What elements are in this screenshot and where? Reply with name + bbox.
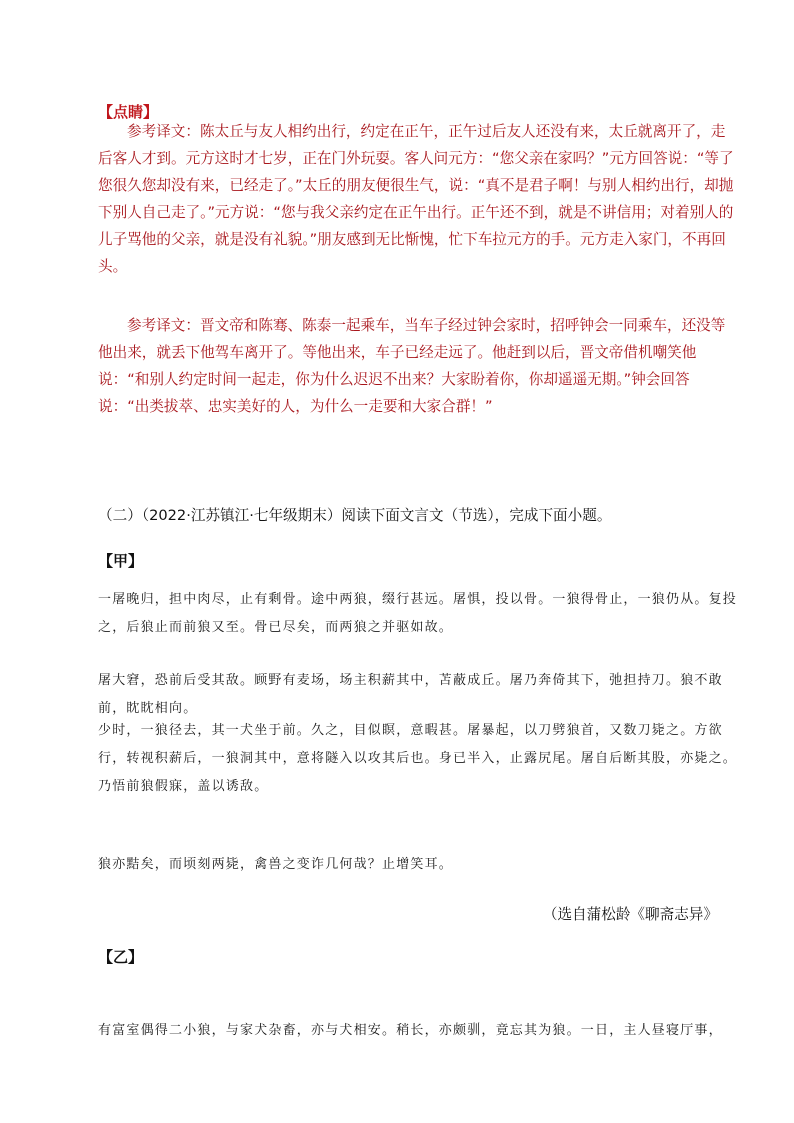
translation-paragraph-1: 参考译文：陈太丘与友人相约出行，约定在正午，正午过后友人还没有来，太丘就离开了，走后客人才到。元方这时才七岁，正在门外玩耍。客人问元方：“您父亲在家吗？”元方回答说：“等了您很久您却没有来，已经走了。”太丘的朋友便很生气，说：“真不是君子啊！与别人相约出行，却抛下别人自己走了。”元方说：“您与我父亲约定在正午出行。正午还不到，就是不讲信用；对着别人的儿子骂他的父亲，就是没有礼貌。”朋友感到无比惭愧，忙下车拉元方的手。元方走入家门，不再回头。 [98, 123, 734, 275]
section-intro: （二）（2022·江苏镇江·七年级期末）阅读下面文言文（节选），完成下面小题。 [98, 507, 612, 524]
source-citation: （选自蒲松龄《聊斋志异》 [542, 906, 718, 923]
jia-paragraph-2: 屠大窘，恐前后受其敌。顾野有麦场，场主积薪其中，苫蔽成丘。屠乃奔倚其下，弛担持刀。狼不敢前，眈眈相向。 [98, 673, 723, 716]
jia-paragraph-3: 少时，一狼径去，其一犬坐于前。久之，目似瞑，意暇甚。屠暴起，以刀劈狼首，又数刀毙之。方欲行，转视积薪后，一狼洞其中，意将隧入以攻其后也。身已半入，止露尻尾。屠自后断其股，亦毙之。乃悟前狼假寐，盖以诱敌。 [98, 723, 738, 794]
yi-label: 【乙】 [98, 948, 144, 966]
jia-paragraph-1: 一屠晚归，担中肉尽，止有剩骨。途中两狼，缀行甚远。屠惧，投以骨。一狼得骨止，一狼仍从。复投之，后狼止而前狼又至。骨已尽矣，而两狼之并驱如故。 [98, 592, 738, 635]
jia-paragraph-4: 狼亦黠矣，而顷刻两毙，禽兽之变诈几何哉？止增笑耳。 [98, 857, 454, 872]
dianjing-heading: 【点睛】 [98, 103, 159, 121]
translation-paragraph-2: 参考译文：晋文帝和陈骞、陈泰一起乘车，当车子经过钟会家时，招呼钟会一同乘车，还没等他出来，就丢下他驾车离开了。等他出来，车子已经走远了。他赶到以后，晋文帝借机嘲笑他说：“和别人约定时间一起走，你为什么迟迟不出来？大家盼着你，你却遥遥无期。”钟会回答说：“出类拔萃、忠实美好的人，为什么一走要和大家合群！” [98, 317, 726, 415]
jia-label: 【甲】 [98, 552, 144, 570]
yi-paragraph: 有富室偶得二小狼，与家犬杂畜，亦与犬相安。稍长，亦颇驯，竟忘其为狼。一日，主人昼寝厅事， [98, 1023, 723, 1038]
